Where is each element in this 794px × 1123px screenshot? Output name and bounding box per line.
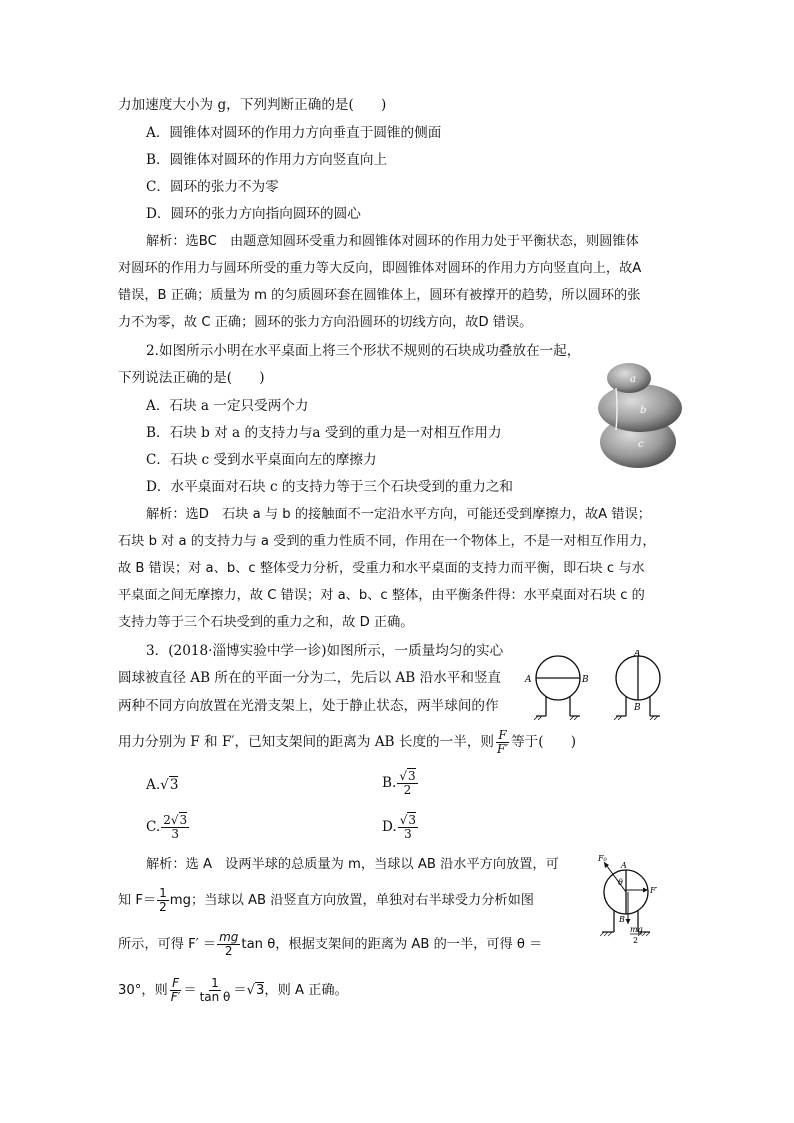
q2-option-b: B．石块 b 对 a 的支持力与a 受到的重力是一对相互作用力 — [146, 425, 502, 441]
fig-label-theta: θ — [618, 878, 623, 887]
q1-solution-line-3: 错误，B 正确；质量为 m 的匀质圆环套在圆锥体上，圆环有被撑开的趋势，所以圆环的张 — [118, 288, 641, 303]
force-diagram-figure — [588, 852, 668, 946]
q3-option-a: A.√3 — [146, 777, 179, 793]
fig-label-b: B — [619, 915, 625, 924]
q2-solution-line-4: 平桌面之间无摩擦力，故 C 错误；对 a、b、c 整体，由平衡条件得：水平桌面对石块 c 的 — [118, 588, 645, 603]
stone-label-a: a — [630, 374, 636, 385]
q3-stem-line-2: 圆球被直径 AB 所在的平面一分为二，先后以 AB 沿水平和竖直 — [118, 670, 502, 686]
q2-option-c: C．石块 c 受到水平桌面向左的摩擦力 — [146, 452, 377, 468]
q3-option-c: C. $\frac{2√3}{3}$ — [146, 813, 188, 841]
q1-option-d: D．圆环的张力方向指向圆环的圆心 — [146, 206, 361, 222]
q1-solution-line-4: 力不为零，故 C 正确；圆环的张力方向沿圆环的切线方向，故D 错误。 — [118, 315, 533, 330]
q3-solution-line-3: 所示，可得 F′ ＝ $\frac{mg}{2}$ tan θ，根据支架间的距离为 AB 的一半，可得 θ ＝ — [118, 929, 543, 958]
q1-solution-line-2: 对圆环的作用力与圆环所受的重力等大反向，即圆锥体对圆环的作用力方向竖直向上，故A — [118, 261, 642, 276]
q3-stem-line-1: 3．(2018·淄博实验中学一诊)如图所示，一质量均匀的实心 — [146, 643, 504, 659]
q1-stem-tail: 力加速度大小为 g，下列判断正确的是( ) — [118, 97, 387, 113]
q1-option-c: C．圆环的张力不为零 — [146, 179, 279, 195]
q1-solution-line-1: 解析：选BC 由题意知圆环受重力和圆锥体对圆环的作用力处于平衡状态，则圆锥体 — [146, 234, 639, 249]
fig-label-fprime: F′ — [650, 886, 658, 895]
q2-option-a: A．石块 a 一定只受两个力 — [146, 398, 309, 414]
q3-solution-line-2: 知 F＝ $\frac{1}{2}$ mg；当球以 AB 沿竖直方向放置，单独对右半球受力分析如图 — [118, 885, 534, 914]
fig-left-label-b: B — [582, 675, 589, 685]
q2-solution-line-5: 支持力等于三个石块受到的重力之和，故 D 正确。 — [118, 615, 414, 630]
q2-stem-line-2: 下列说法正确的是( ) — [118, 370, 265, 386]
fig-left-label-a: A — [525, 675, 532, 685]
half-spheres-figure — [516, 650, 696, 720]
stone-a — [607, 363, 651, 393]
q2-solution-line-3: 故 B 错误；对 a、b、c 整体受力分析，受重力和水平桌面的支持力而平衡，即石块 c 与水 — [118, 561, 645, 576]
stone-label-c: c — [638, 439, 644, 450]
q1-option-b: B．圆锥体对圆环的作用力方向竖直向上 — [146, 152, 388, 168]
q3-stem-line-4: 用力分别为 F 和 F′，已知支架间的距离为 AB 长度的一半，则 $\frac{F}{F'}$ 等于( ) — [118, 728, 577, 756]
q2-solution-line-1: 解析：选D 石块 a 与 b 的接触面不一定沿水平方向，可能还受到摩擦力，故A 错误； — [146, 507, 651, 522]
stone-label-b: b — [640, 405, 647, 416]
q3-option-d: D. $\frac{√3}{3}$ — [382, 813, 417, 841]
q3-solution-line-1: 解析：选 A 设两半球的总质量为 m，当球以 AB 沿水平方向放置，可 — [146, 857, 559, 872]
q1-option-a: A．圆锥体对圆环的作用力方向垂直于圆锥的侧面 — [146, 125, 442, 141]
fig-right-label-b: B — [634, 703, 641, 713]
fig-label-f0: F₀ — [598, 854, 607, 863]
fig-label-two: 2 — [633, 936, 639, 945]
q2-solution-line-2: 石块 b 对 a 的支持力与 a 受到的重力性质不同，作用在一个物体上，不是一对相互作用力， — [118, 534, 656, 549]
q3-option-b: B. $\frac{√3}{2}$ — [382, 769, 416, 797]
fig-label-mg: mg — [630, 925, 643, 934]
q2-option-d: D．水平桌面对石块 c 的支持力等于三个石块受到的重力之和 — [146, 479, 513, 495]
q2-stem-line-1: 2.如图所示小明在水平桌面上将三个形状不规则的石块成功叠放在一起， — [146, 343, 581, 359]
stacked-stones-figure — [596, 358, 682, 470]
fig-right-label-a: A — [634, 650, 641, 659]
fig-label-a: A — [621, 861, 627, 870]
q3-solution-line-4: 30°，则 $\frac{F}{F'}$ ＝ $\frac{1}{\text{tan θ}}$ ＝√3，则 A 正确。 — [118, 975, 348, 1004]
q3-stem-line-3: 两种不同方向放置在光滑支架上，处于静止状态，两半球间的作 — [118, 698, 499, 714]
